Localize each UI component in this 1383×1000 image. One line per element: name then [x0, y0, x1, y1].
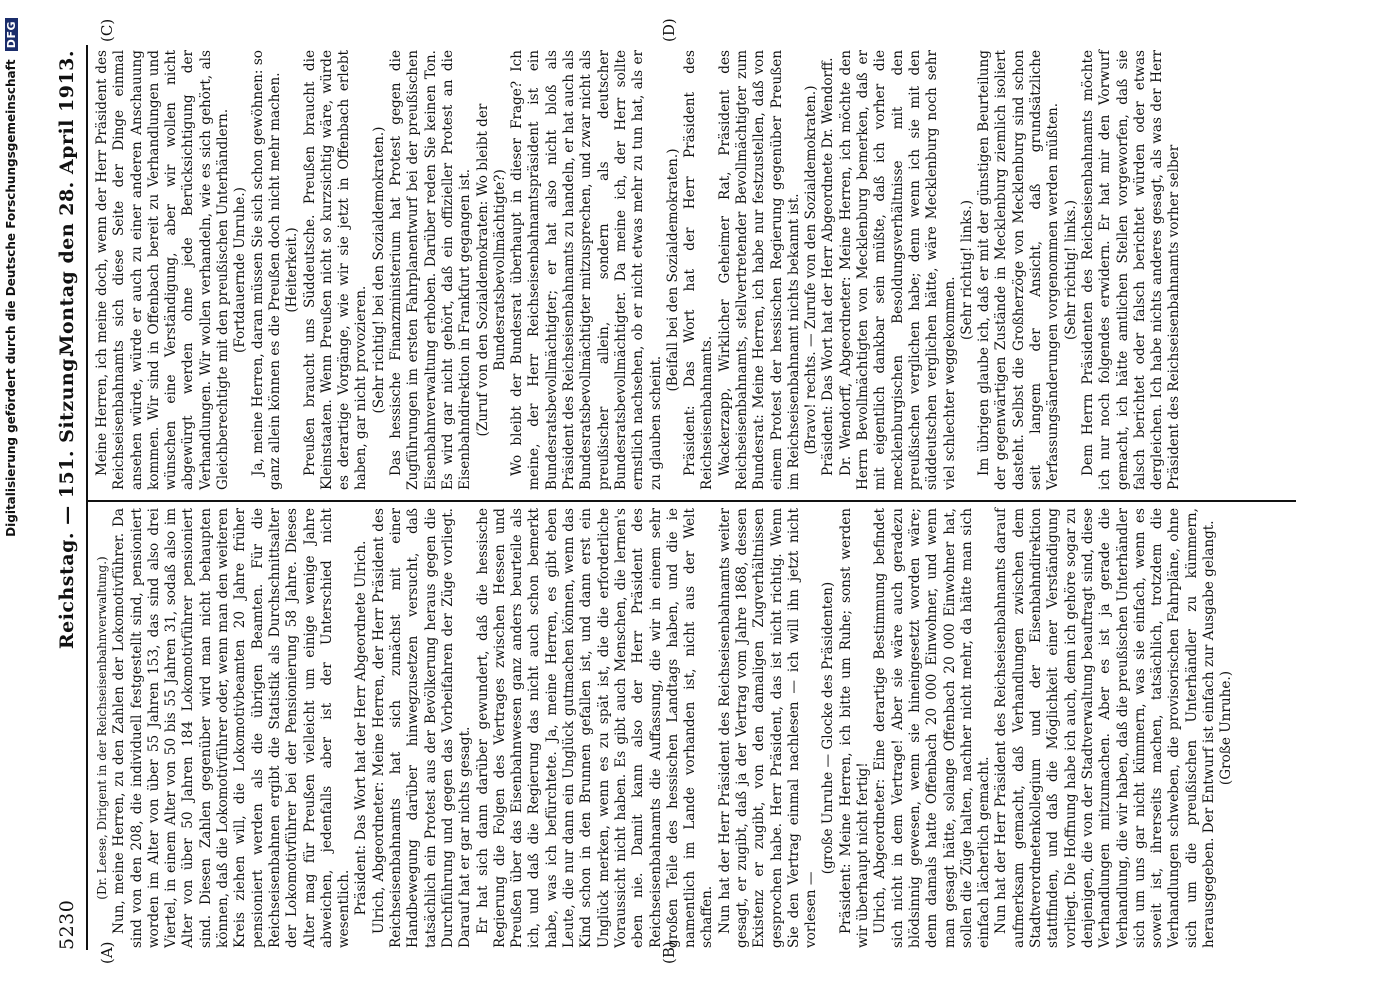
margin-marker-d: (D) [660, 18, 678, 42]
interjection: (Fortdauernde Unruhe.) [232, 187, 249, 353]
interjection: (große Unruhe — Glocke des Präsidenten) [820, 581, 837, 875]
paragraph: Ulrich, Abgeordneter: Meine Herren, der Herr Präsident des Reichseisenbahnamts hat sich zunächst mit einer Handbewegung darüber hinwegzusetzen versucht, daß tatsächlich ein Protest aus der Bevölkerung heraus gegen die Durchführung und gegen das Vorbeifahren der Züge vorliegt. Darauf hat er gar nichts gesagt. [370, 508, 474, 948]
paragraph: Preußen braucht uns Süddeutsche. Preußen braucht die Kleinstaaten. Wenn Preußen nicht so kurzsichtig wäre, würde es derartige Vorgänge, wie wir sie jetzt in Offenbach erlebt haben, gar nicht provozieren. [301, 50, 370, 490]
interjection: (Sehr richtig! links.) [958, 199, 975, 341]
left-column [94, 508, 1236, 948]
paragraph: Wackerzapp, Wirklicher Geheimer Rat, Präsident des Reichseisenbahnamts, stellvertretender Bevollmächtigter zum Bundesrat: Meine Herren, ich habe nur festzustellen, daß von einem Protest der hessischen Regierung gegenüber Preußen im Reichseisenbahnamt nichts bekannt ist. [716, 50, 802, 490]
interjection: (Große Unruhe.) [1218, 670, 1235, 786]
credit-text: Digitalisierung gefördert durch die Deutsche Forschungsgemeinschaft [4, 59, 18, 537]
margin-marker-b: (B) [660, 941, 678, 964]
session-title: Reichstag. — 151. Sitzung. [56, 350, 78, 650]
interjection: (Bravo! rechts. — Zurufe von den Sozialdemokraten.) [803, 85, 820, 455]
paragraph: Nun hat der Herr Präsident des Reichseisenbahnamts darauf aufmerksam gemacht, daß Verhandlungen zwischen dem Stadtverordnetenkollegium und der Eisenbahndirektion stattfinden, und daß die Möglichkeit einer Verständigung vorliegt. Die Hoffnung habe ich auch, denn ich gehöre sogar zu denjenigen, die von der Stadtverwaltung beauftragt sind, diese Verhandlungen mitzumachen. Aber es ist ja gerade die Verhandlung, die wir haben, daß die preußischen Unterhändler sich um uns gar nicht kümmern, was sie einfach, wenn es soweit ist, ihrerseits machen, tatsächlich, trotzdem die Verhandlungen schweben, die provisorischen Fahrpläne, ohne sich um die preußischen Unterhändler zu kümmern, herausgegeben. Der Entwurf ist einfach zur Ausgabe gelangt. [993, 508, 1217, 948]
paragraph: Nun hat der Herr Präsident des Reichseisenbahnamts weiter gesagt, er zugibt, daß ja der Vertrag vom Jahre 1868, dessen Existenz er zugibt, von den damaligen Zugverhältnissen gesprochen habe. Herr Präsident, das ist nicht richtig. Wenn Sie den Vertrag einmal nachlesen — ich will ihn jetzt nicht vorlesen — [716, 508, 820, 948]
margin-marker-c: (C) [98, 18, 116, 42]
paragraph: Ja, meine Herren, daran müssen Sie sich schon gewöhnen: so ganz allein können es die Preußen doch nicht mehr machen. [249, 50, 283, 490]
president-remark: Präsident: Meine Herren, ich bitte um Ruhe; sonst werden wir überhaupt nicht fertig! [837, 508, 872, 948]
session-date: Montag den 28. April 1913. [56, 50, 78, 356]
speaker-continuation: (Dr. Leese, Dirigent in der Reichseisenbahnverwaltung.) [95, 556, 109, 900]
paragraph: Dem Herrn Präsidenten des Reichseisenbahnamts möchte ich nur noch folgendes erwidern. Er hat mir den Vorwurf gemacht, ich hätte amtlichen Stellen vorgeworfen, daß sie falsch berichtet oder falsch berichtet würden oder etwas dergleichen. Ich habe nichts anderes gesagt, als was der Herr Präsident des Reichseisenbahnamts vorher selber [1079, 50, 1183, 490]
paragraph: Das hessische Finanzministerium hat Protest gegen die Zugführungen im ersten Fahrplanentwurf bei der preußischen Eisenbahnverwaltung erhoben. Darüber reden Sie keinen Ton. Es wird gar nicht gehört, daß ein offizieller Protest an die Eisenbahndirektion in Frankfurt gegangen ist. [388, 50, 474, 490]
dfg-logo: DFG [5, 18, 18, 51]
paragraph: Er hat sich dann darüber gewundert, daß die hessische Regierung die Folgen des Vertrages zwischen Hessen und Preußen über das Eisenbahnwesen ganz anders beurteile als ich, und daß die Regierung das nicht auch schon bemerkt habe, was ich befürchtete. Ja, meine Herren, es gibt eben Leute, die nur dann ein Unglück gutmachen können, wenn das Kind schon in den Brunnen gefallen ist, und dann erst ein Unglück merken, wenn es zu spät ist, die die erforderliche Voraussicht nicht haben. Es gibt auch Menschen, die lernen's eben nie. Damit kann also der Herr Präsident des Reichseisenbahnamts die Auffassung, die wir in einem sehr großen Teile des hessischen Landtags haben, und die ie namentlich im Lande vorhanden ist, nicht aus der Welt schaffen. [474, 508, 716, 948]
president-remark: Präsident: Das Wort hat der Herr Präsident des Reichseisenbahnamts. [682, 50, 716, 490]
digitization-credit [4, 18, 18, 537]
interjection: (Sehr richtig! bei den Sozialdemokraten.) [370, 126, 387, 414]
paragraph: Meine Herren, ich meine doch, wenn der Herr Präsident des Reichseisenbahnamts sich diese Seite der Dinge einmal ansehen würde, würde er auch zu einer anderen Anschauung kommen. Wir sind in Offenbach bereit zu Verhandlungen und wünschen eine Verständigung, aber wir wollen nicht abgewürgt werden ohne jede Berücksichtigung der Verhandlungen. Wir wollen verhandeln, wie es sich gehört, als Gleichberechtigte mit den preußischen Unterhändlern. [94, 50, 232, 490]
interjection: (Beifall bei den Sozialdemokraten.) [664, 148, 681, 392]
interjection: (Zuruf von den Sozialdemokraten: Wo bleibt der Bundesratsbevollmächtigte?) [474, 103, 508, 437]
page-header [48, 50, 82, 950]
president-remark: Präsident: Das Wort hat der Herr Abgeordnete Ulrich. [353, 540, 370, 916]
column-divider [86, 500, 1296, 502]
interjection: (Heiterkeit.) [284, 227, 301, 313]
paragraph: Wo bleibt der Bundesrat überhaupt in dieser Frage? Ich meine, der Herr Reichseisenbahnamtspräsident ist ein Bundesratsbevollmächtigter; er hat also nicht bloß als Präsident des Reichseisenbahnamts zu handeln, er hat auch als Bundesratsbevollmächtigter mitzusprechen, und zwar nicht als preußischer allein, sondern als deutscher Bundesratsbevollmächtigter. Da meine ich, der Herr sollte ernstlich nachsehen, ob er nicht etwas mehr zu tun hat, als er zu glauben scheint. [509, 50, 664, 490]
page-number: 5230 [56, 899, 78, 950]
margin-marker-a: (A) [98, 941, 116, 964]
paragraph: Ulrich, Abgeordneter: Eine derartige Bestimmung befindet sich nicht in dem Vertrage! Aber sie wäre auch geradezu blödsinnig gewesen, wenn sie hineingesetzt worden wäre; denn damals hatte Offenbach 20 000 Einwohner, und wenn man gesagt hätte, solange Offenbach 20 000 Einwohner hat, sollen die Züge halten, nachher nicht mehr, da hätte man sich einfach lächerlich gemacht. [872, 508, 993, 948]
president-remark: Präsident: Das Wort hat der Herr Abgeordnete Dr. Wendorff. [820, 57, 837, 476]
header-rule [86, 45, 88, 950]
paragraph: Im übrigen glaube ich, daß er mit der günstigen Beurteilung der gegenwärtigen Zustände in Mecklenburg ziemlich isoliert dasteht. Selbst die Großherzöge von Mecklenburg sind schon seit langem der Ansicht, daß grundsätzliche Verfassungsänderungen vorgenommen werden müßten. [976, 50, 1062, 490]
right-column [94, 50, 1184, 490]
paragraph: Nun, meine Herren, zu den Zahlen der Lokomotivführer. Da sind von den 208, die individuell festgestellt sind, pensioniert worden im Alter von über 55 Jahren 153, das sind also drei Viertel, in einem Alter von 50 bis 55 Jahren 31, sodaß also im Alter von über 50 Jahren 184 Lokomotivführer pensioniert sind. Diesen Zahlen gegenüber wird man nicht behaupten können, daß die Lokomotivführer oder, wenn man den weiteren Kreis ziehen will, die Lokomotivbeamten 20 Jahre früher pensioniert werden als die übrigen Beamten. Für die Reichseisenbahnen ergibt die Statistik als Durchschnittsalter der Lokomotivführer bei der Pensionierung 58 Jahre. Dieses Alter mag für Preußen vielleicht um einige wenige Jahre abweichen, jedenfalls aber ist der Unterschied nicht wesentlich. [111, 508, 353, 948]
interjection: (Sehr richtig! links.) [1062, 199, 1079, 341]
paragraph: Dr. Wendorff, Abgeordneter: Meine Herren, ich möchte den Herrn Bevollmächtigten von Mecklenburg bemerken, daß er mit eigentlich dankbar sein müßte, daß ich vorher die mecklenburgischen Besoldungsverhältnisse mit den preußischen verglichen habe; denn wenn ich sie mit den süddeutschen verglichen hätte, wäre Mecklenburg noch sehr viel schlechter weggekommen. [837, 50, 958, 490]
